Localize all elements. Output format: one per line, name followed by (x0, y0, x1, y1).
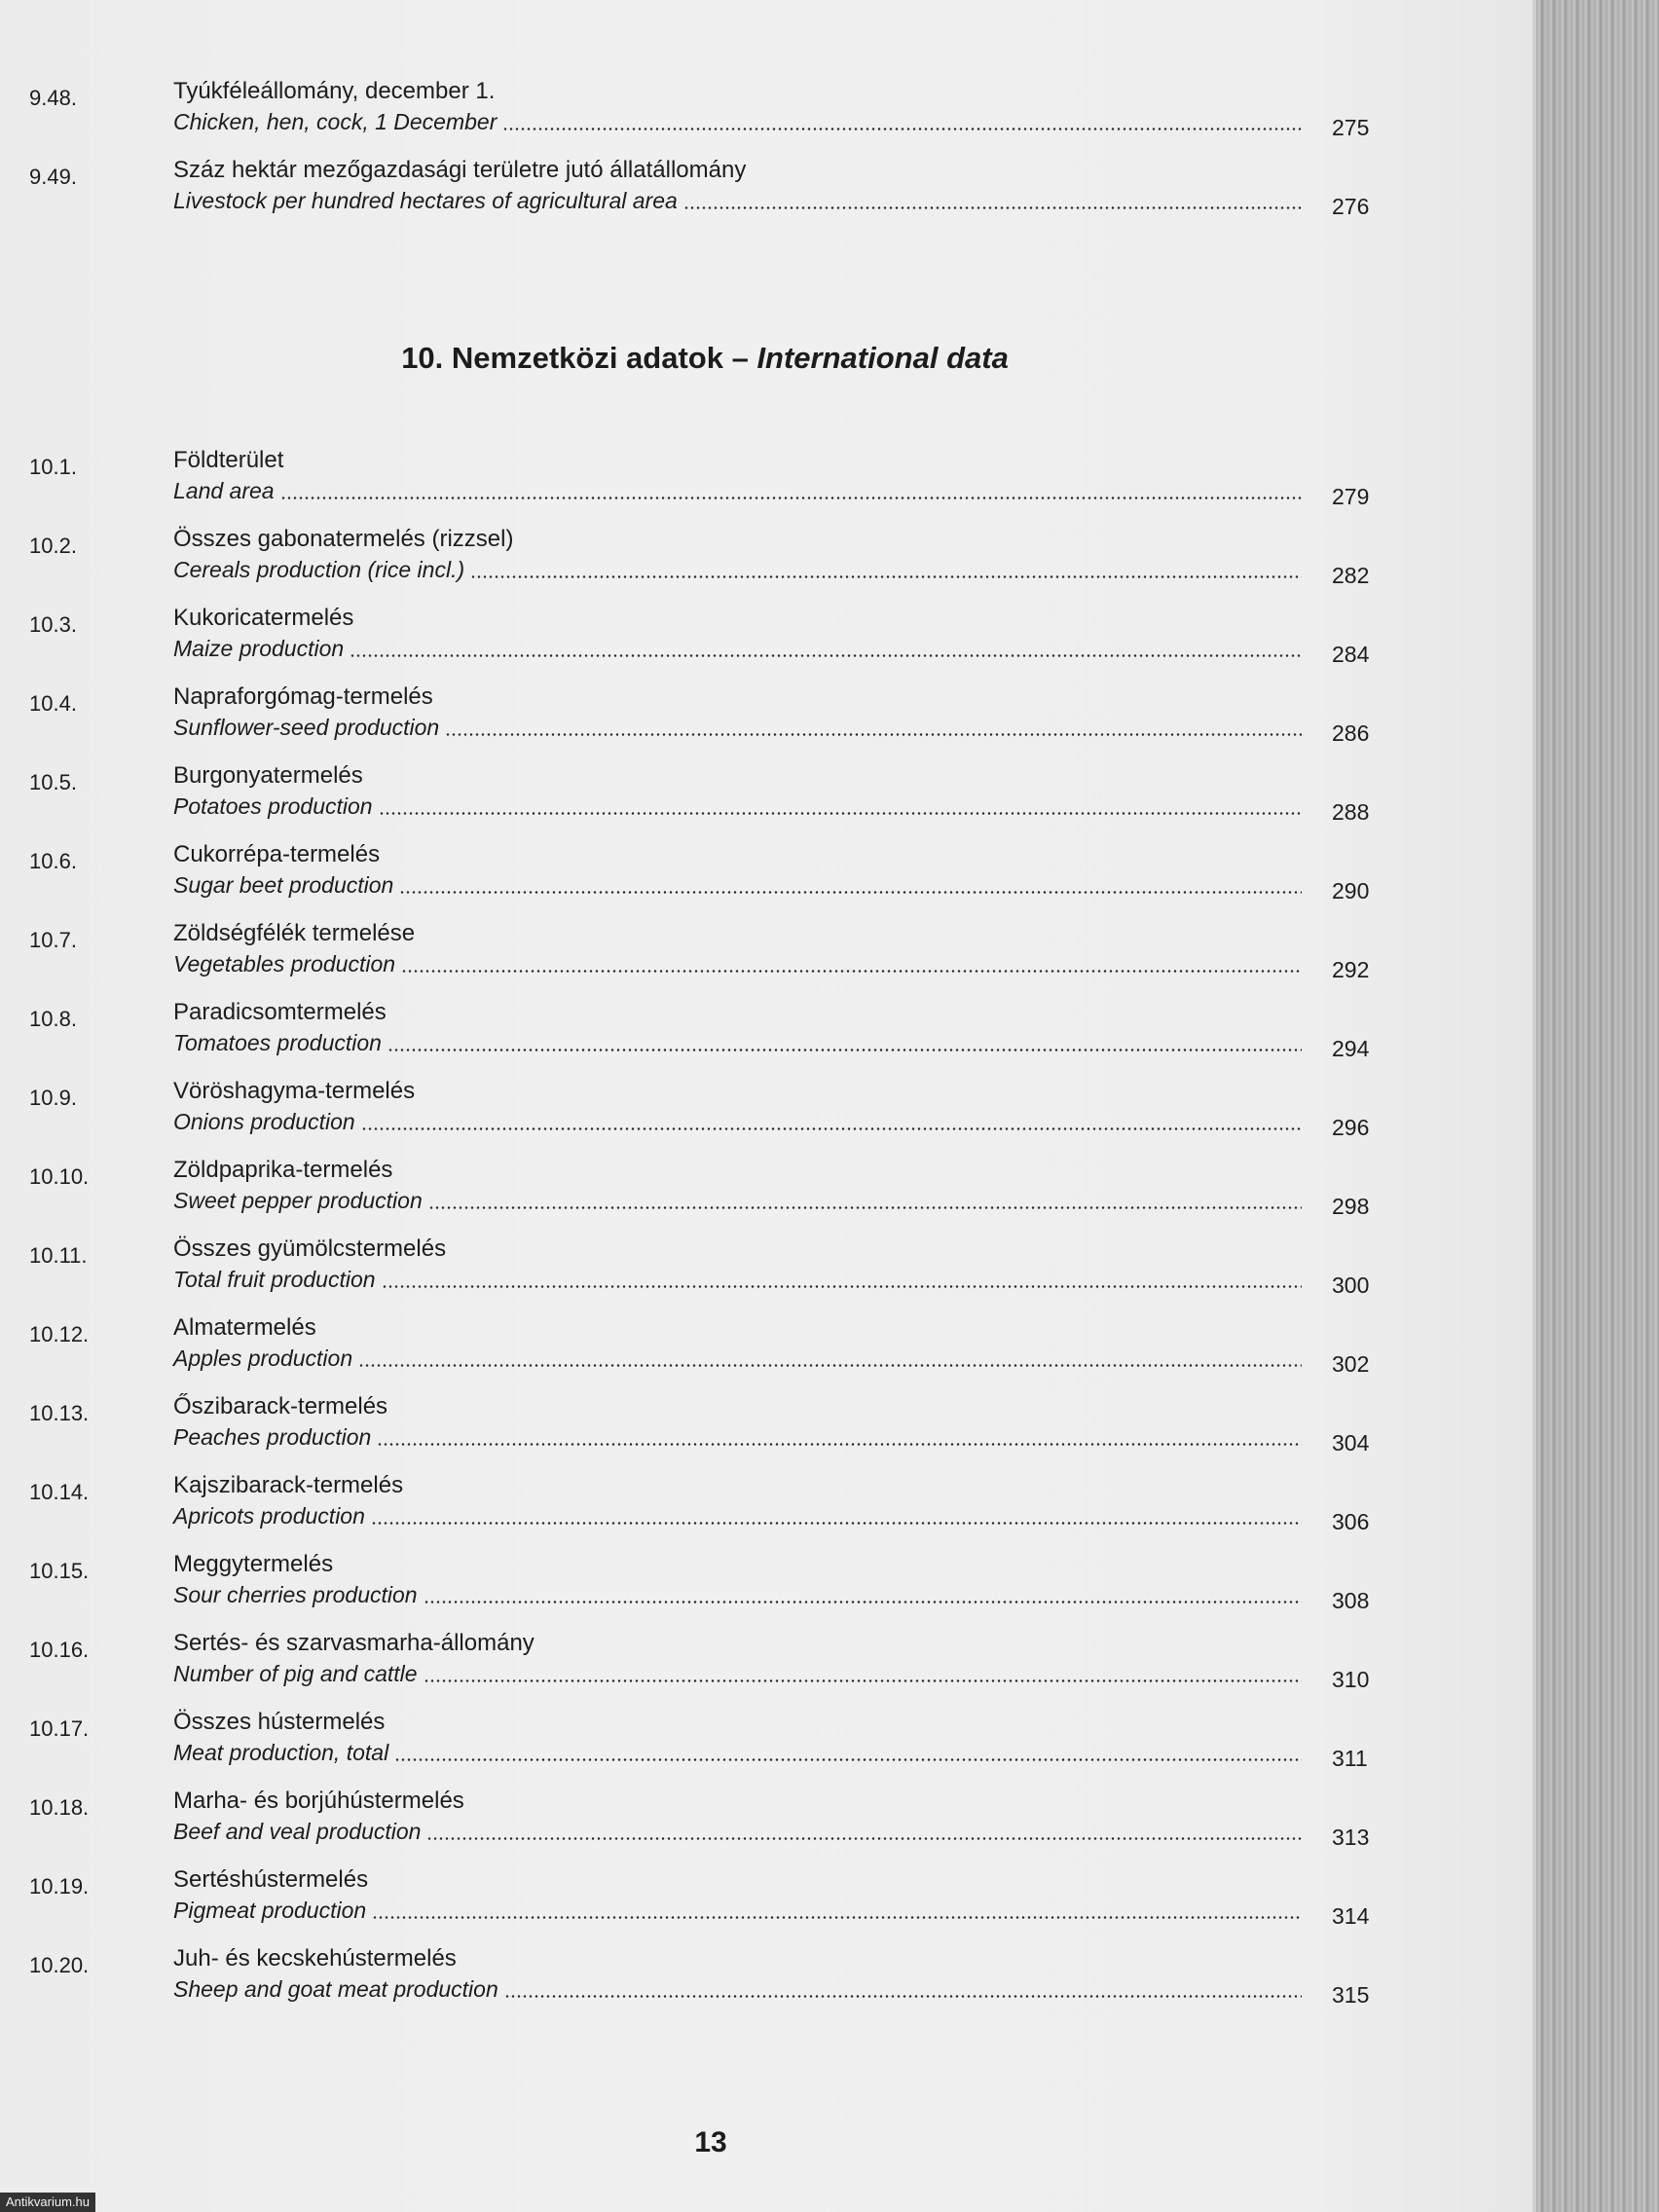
entry-page: 310 (1332, 1667, 1370, 1692)
entry-number: 10.7. (29, 928, 77, 952)
entry-title-en: Onions production (173, 1109, 355, 1134)
entry-title-hu: Paradicsomtermelés (173, 999, 387, 1025)
entry-title-en: Land area (173, 478, 275, 503)
entry-title-hu: Napraforgómag-termelés (173, 683, 433, 710)
entry-page: 286 (1332, 720, 1370, 746)
section-title-en: International data (756, 341, 1009, 375)
toc-entry-10-12 (29, 1314, 1412, 1381)
entry-page: 275 (1332, 115, 1370, 140)
entry-title-en: Livestock per hundred hectares of agricultural area (173, 188, 678, 213)
entry-title-en: Meat production, total (173, 1740, 389, 1765)
entry-number: 10.11. (29, 1243, 88, 1268)
entry-number: 10.16. (29, 1638, 90, 1662)
entry-title-hu: Őszibarack-termelés (173, 1393, 388, 1419)
entry-title-hu: Almatermelés (173, 1314, 316, 1341)
entry-number: 10.1. (29, 455, 77, 479)
dot-leader (426, 1837, 1302, 1840)
entry-title-en: Sour cherries production (173, 1582, 418, 1607)
entry-page: 294 (1332, 1036, 1370, 1061)
dot-leader (394, 1758, 1302, 1761)
toc-entry-10-14 (29, 1472, 1412, 1538)
entry-number: 10.14. (29, 1480, 90, 1504)
entry-title-en: Sunflower-seed production (173, 715, 440, 740)
toc-entry-9-48 (29, 78, 1412, 144)
dot-leader (280, 497, 1302, 499)
entry-number: 10.2. (29, 534, 77, 558)
toc-entry-10-8 (29, 999, 1412, 1065)
toc-entry-10-17 (29, 1709, 1412, 1775)
entry-title-en: Maize production (173, 636, 345, 661)
toc-entry-10-13 (29, 1393, 1412, 1459)
dot-leader (371, 1522, 1302, 1525)
entry-number: 10.9. (29, 1086, 77, 1110)
entry-title-hu: Marha- és borjúhústermelés (173, 1788, 464, 1814)
toc-entry-10-20 (29, 1945, 1412, 2011)
entry-page: 304 (1332, 1430, 1370, 1456)
entry-title-hu: Összes gabonatermelés (rizzsel) (173, 526, 514, 552)
entry-title-hu: Meggytermelés (173, 1551, 334, 1577)
toc-entry-10-19 (29, 1866, 1412, 1933)
entry-title-hu: Vöröshagyma-termelés (173, 1078, 416, 1104)
entry-title-hu: Kukoricatermelés (173, 605, 354, 631)
section-title-hu: 10. Nemzetközi adatok – (401, 341, 757, 375)
entry-title-hu: Földterület (173, 447, 284, 473)
entry-number: 10.12. (29, 1322, 90, 1346)
entry-number: 10.17. (29, 1716, 90, 1741)
toc-entry-10-3 (29, 605, 1412, 671)
entry-page: 300 (1332, 1272, 1370, 1298)
entry-page: 308 (1332, 1588, 1370, 1613)
entry-title-hu: Zöldségfélék termelése (173, 920, 416, 946)
entry-number: 10.5. (29, 770, 77, 794)
entry-title-en: Pigmeat production (173, 1898, 367, 1923)
dot-leader (358, 1364, 1302, 1367)
entry-page: 284 (1332, 642, 1370, 667)
entry-number: 9.49. (29, 165, 77, 189)
watermark: Antikvarium.hu (0, 2193, 95, 2212)
entry-number: 10.10. (29, 1164, 90, 1189)
toc-entry-10-4 (29, 683, 1412, 750)
dot-leader (504, 1995, 1302, 1998)
entry-page: 292 (1332, 957, 1370, 982)
entry-title-en: Potatoes production (173, 793, 373, 819)
dot-leader (445, 733, 1302, 736)
dot-leader (382, 1285, 1302, 1288)
entry-title-hu: Összes hústermelés (173, 1709, 386, 1735)
entry-number: 10.6. (29, 849, 77, 873)
entry-title-hu: Zöldpaprika-termelés (173, 1157, 393, 1183)
entry-number: 10.20. (29, 1953, 90, 1977)
entry-page: 298 (1332, 1194, 1370, 1219)
entry-page: 290 (1332, 878, 1370, 903)
toc-entry-10-10 (29, 1157, 1412, 1223)
entry-title-en: Beef and veal production (173, 1819, 422, 1844)
entry-title-hu: Cukorrépa-termelés (173, 841, 381, 867)
entry-number: 10.4. (29, 691, 77, 716)
entry-title-hu: Összes gyümölcstermelés (173, 1235, 447, 1262)
dot-leader (377, 1443, 1302, 1446)
entry-title-hu: Sertés- és szarvasmarha-állomány (173, 1630, 535, 1656)
entry-title-hu: Száz hektár mezőgazdasági területre jutó állatállomány (173, 157, 747, 183)
toc-entry-10-5 (29, 762, 1412, 829)
toc-entry-10-7 (29, 920, 1412, 986)
entry-title-en: Apricots production (173, 1503, 365, 1529)
toc-entry-10-2 (29, 526, 1412, 592)
toc-entry-10-18 (29, 1788, 1412, 1854)
dot-leader (424, 1601, 1302, 1604)
entry-page: 296 (1332, 1115, 1370, 1140)
toc-entry-9-49 (29, 157, 1412, 223)
section-heading (0, 341, 1410, 376)
dot-leader (470, 575, 1302, 578)
dot-leader (399, 891, 1302, 894)
entry-title-en: Sheep and goat meat production (173, 1976, 498, 2002)
entry-number: 10.15. (29, 1559, 90, 1583)
dot-leader (428, 1206, 1302, 1209)
toc-entry-10-6 (29, 841, 1412, 907)
dot-leader (683, 206, 1302, 209)
toc-entry-10-1 (29, 447, 1412, 513)
entry-page: 302 (1332, 1351, 1370, 1377)
entry-page: 276 (1332, 194, 1370, 219)
book-page-edges (1536, 0, 1659, 2212)
entry-page: 282 (1332, 563, 1370, 588)
dot-leader (387, 1049, 1302, 1051)
entry-page: 311 (1332, 1746, 1368, 1771)
dot-leader (350, 654, 1302, 657)
entry-page: 279 (1332, 484, 1370, 509)
dot-leader (401, 970, 1302, 973)
entry-page: 315 (1332, 1982, 1370, 2008)
entry-number: 10.3. (29, 612, 77, 637)
entry-title-en: Sweet pepper production (173, 1188, 423, 1213)
dot-leader (372, 1916, 1302, 1919)
entry-title-en: Sugar beet production (173, 872, 394, 898)
entry-title-en: Cereals production (rice incl.) (173, 557, 465, 582)
entry-number: 10.13. (29, 1401, 90, 1425)
entry-page: 288 (1332, 799, 1370, 825)
entry-title-hu: Tyúkféleállomány, december 1. (173, 78, 496, 104)
entry-page: 314 (1332, 1903, 1370, 1929)
entry-title-en: Vegetables production (173, 951, 396, 977)
entry-number: 10.18. (29, 1795, 90, 1820)
dot-leader (361, 1127, 1302, 1130)
dot-leader (502, 128, 1302, 130)
entry-title-hu: Juh- és kecskehústermelés (173, 1945, 457, 1972)
entry-title-en: Peaches production (173, 1424, 372, 1450)
entry-number: 10.8. (29, 1007, 77, 1031)
entry-title-en: Apples production (173, 1346, 353, 1371)
dot-leader (424, 1679, 1302, 1682)
entry-number: 9.48. (29, 86, 77, 110)
entry-title-en: Chicken, hen, cock, 1 December (173, 109, 498, 134)
entry-title-hu: Kajszibarack-termelés (173, 1472, 404, 1498)
entry-page: 306 (1332, 1509, 1370, 1534)
entry-title-hu: Burgonyatermelés (173, 762, 363, 789)
entry-title-en: Number of pig and cattle (173, 1661, 418, 1686)
page-number: 13 (694, 2126, 727, 2158)
entry-title-en: Tomatoes production (173, 1030, 382, 1055)
entry-page: 313 (1332, 1825, 1370, 1850)
toc-entry-10-15 (29, 1551, 1412, 1617)
toc-entry-10-11 (29, 1235, 1412, 1302)
entry-title-hu: Sertéshústermelés (173, 1866, 369, 1893)
dot-leader (379, 812, 1302, 815)
entry-title-en: Total fruit production (173, 1267, 376, 1292)
entry-number: 10.19. (29, 1874, 90, 1899)
toc-entry-10-16 (29, 1630, 1412, 1696)
toc-entry-10-9 (29, 1078, 1412, 1144)
